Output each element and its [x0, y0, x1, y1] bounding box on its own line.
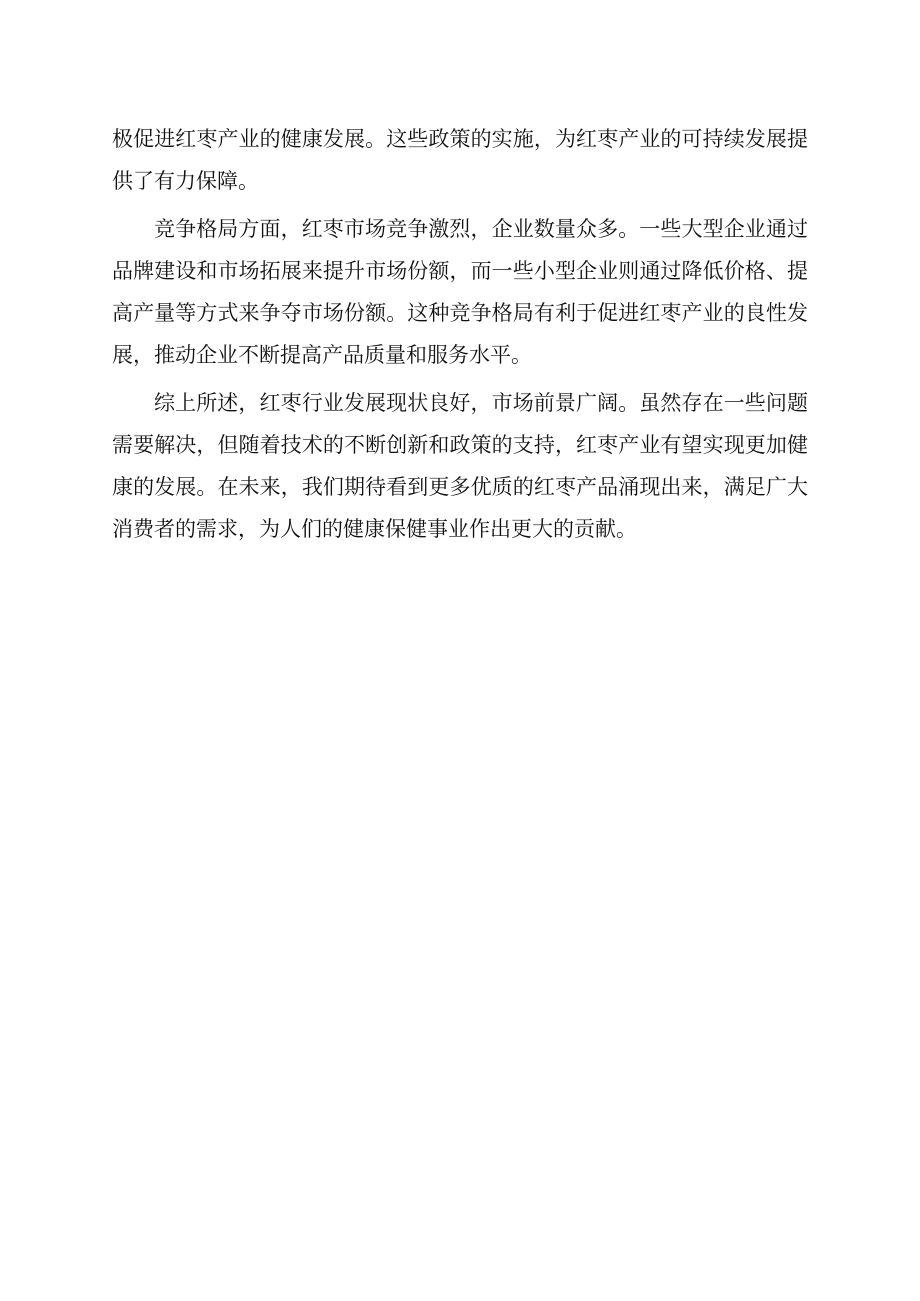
paragraph-policy-continuation: 极促进红枣产业的健康发展。这些政策的实施，为红枣产业的可持续发展提供了有力保障。	[112, 127, 808, 193]
paragraph-competition: 竞争格局方面，红枣市场竞争激烈，企业数量众多。一些大型企业通过品牌建设和市场拓展来提升市场份额，而一些小型企业则通过降低价格、提高产量等方式来争夺市场份额。这种竞争格局有利于促进红枣产业的良性发展，推动企业不断提高产品质量和服务水平。	[112, 217, 808, 367]
paragraph-conclusion: 综上所述，红枣行业发展现状良好，市场前景广阔。虽然存在一些问题需要解决，但随着技术的不断创新和政策的支持，红枣产业有望实现更加健康的发展。在未来，我们期待看到更多优质的红枣产品涌现出来，满足广大消费者的需求，为人们的健康保健事业作出更大的贡献。	[112, 391, 808, 541]
document-body	[112, 118, 808, 556]
